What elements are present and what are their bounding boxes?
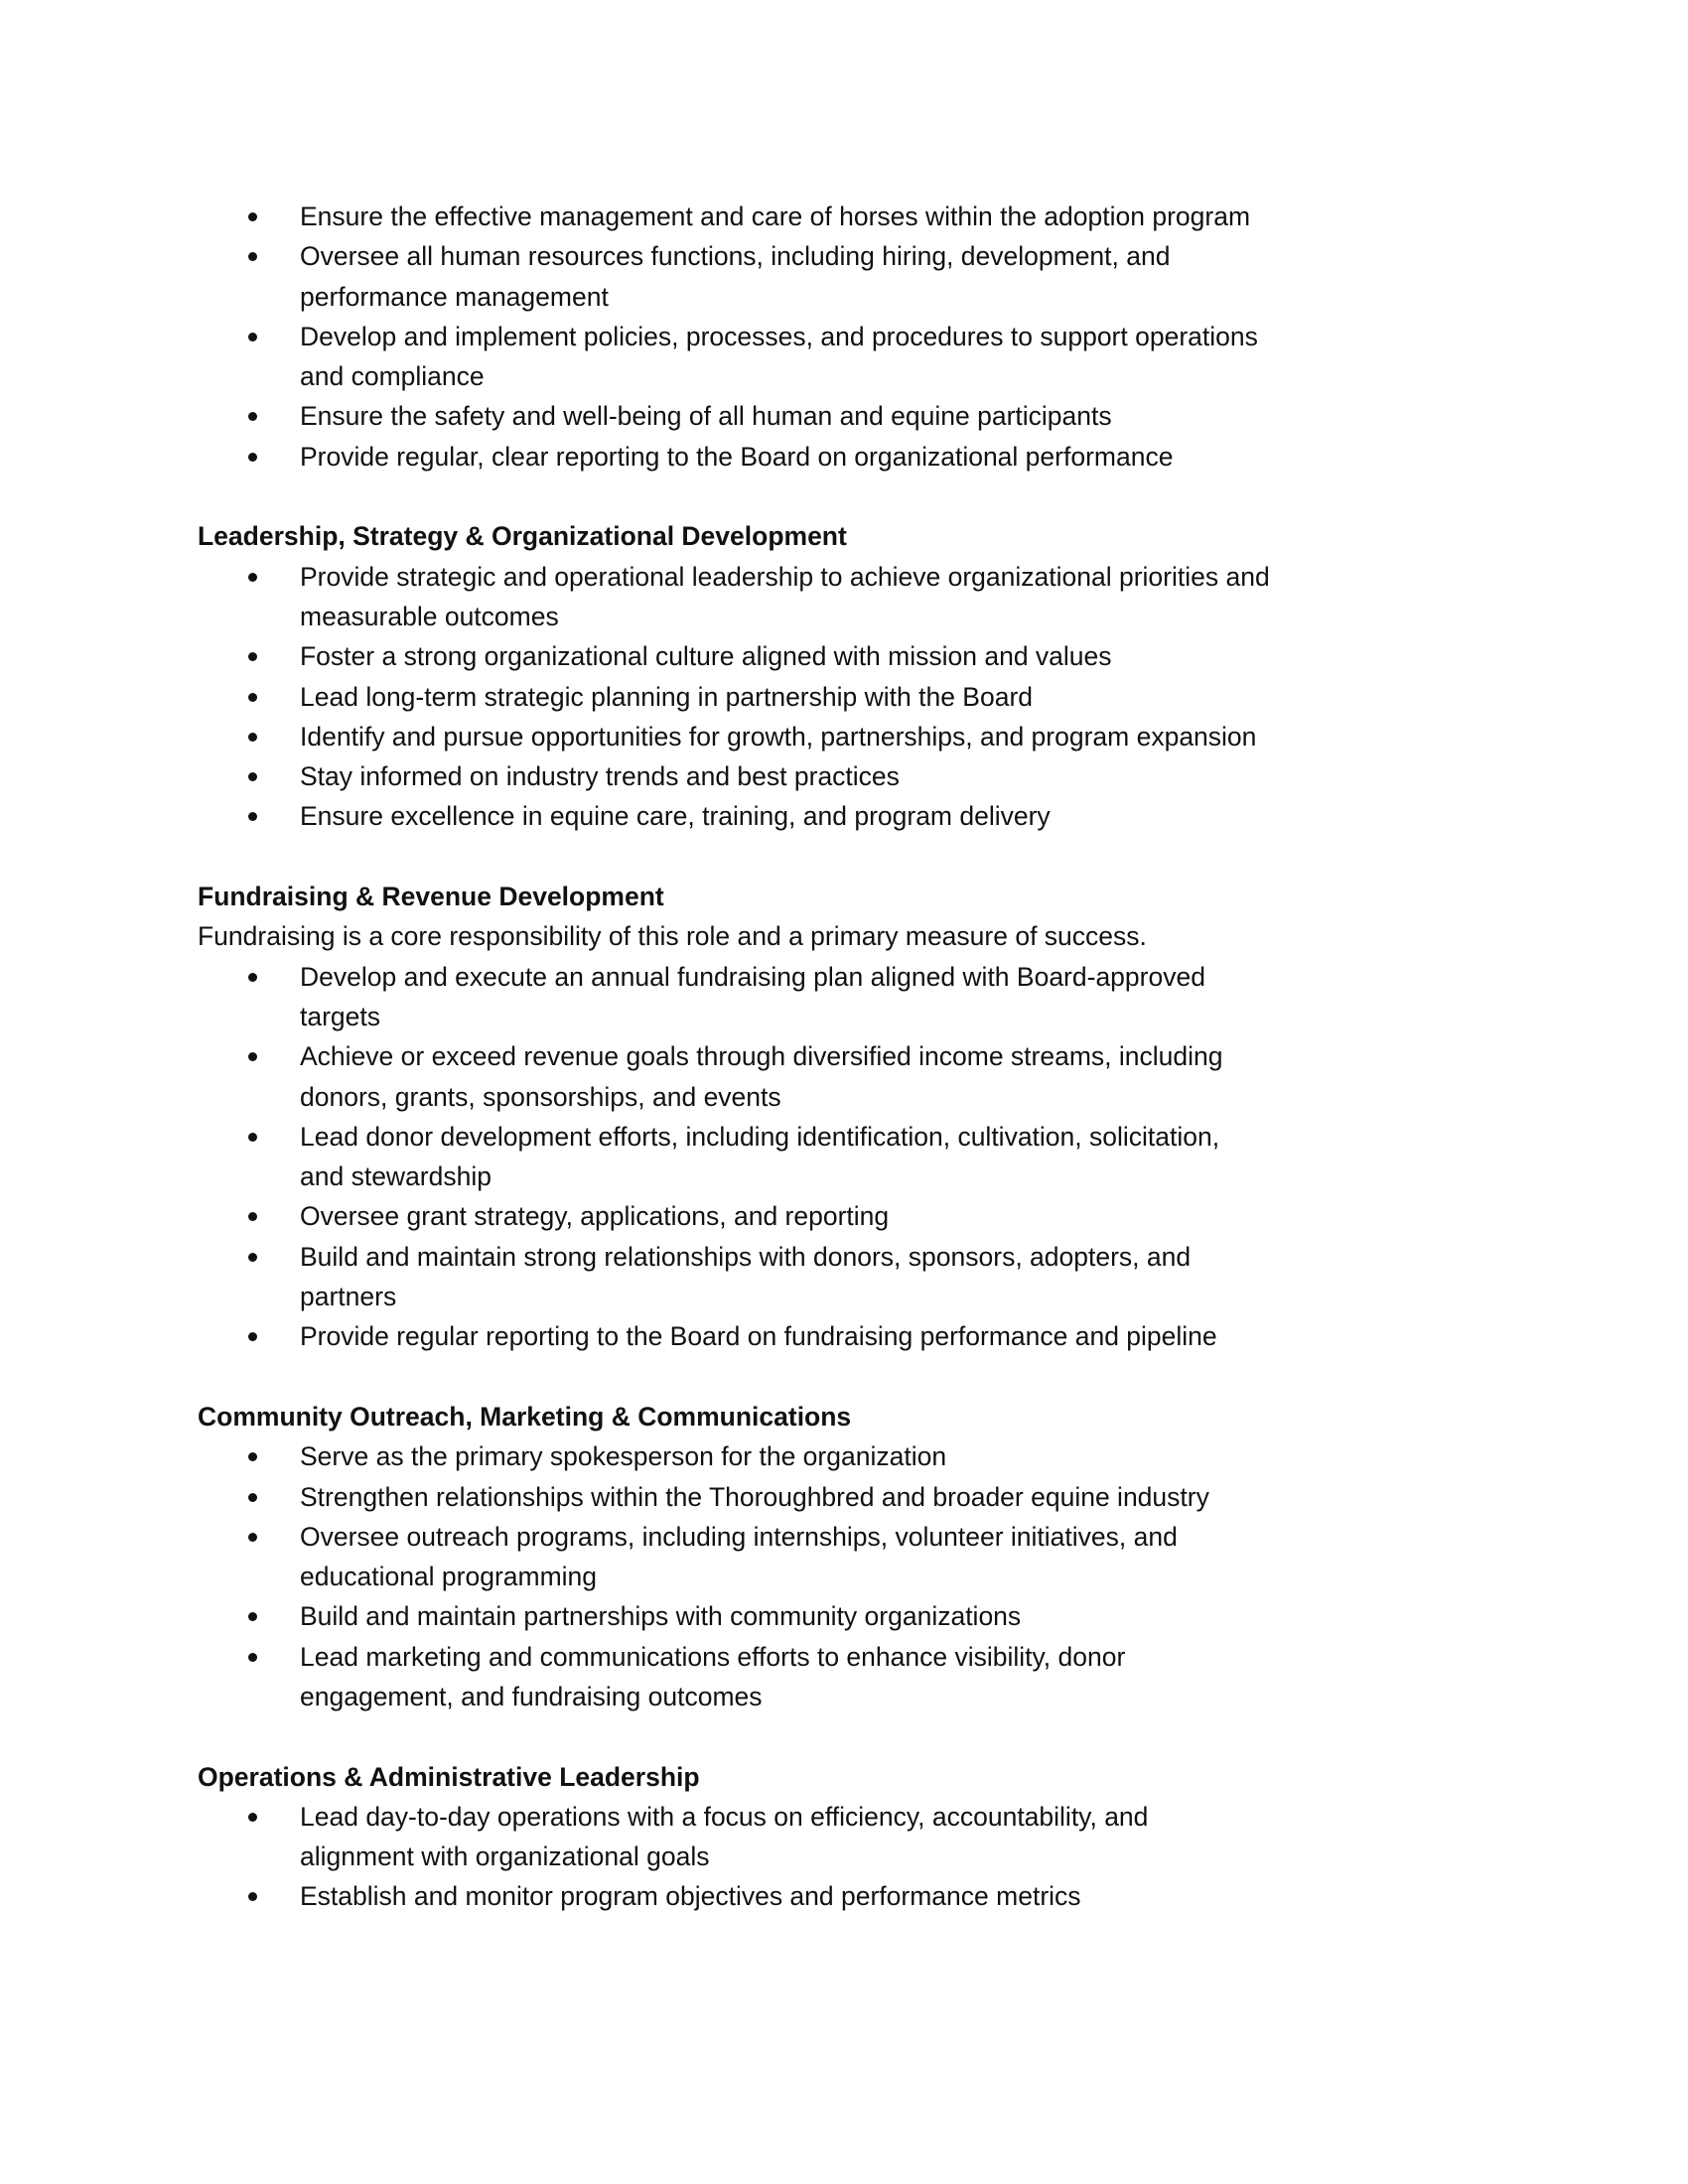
bullet-continuation: measurable outcomes [300, 601, 559, 631]
bullet-continuation: and compliance [300, 361, 485, 392]
bullet-text: Provide regular reporting to the Board on fundraising performance and pipeline [300, 1321, 1217, 1352]
blank-line [198, 1716, 1508, 1756]
bullet-item [198, 1117, 1508, 1157]
blank-line [198, 837, 1508, 877]
bullet-text: Lead long-term strategic planning in partnership with the Board [300, 681, 1034, 712]
bullet-icon [248, 973, 257, 982]
bullet-text: Oversee grant strategy, applications, and reporting [300, 1201, 890, 1232]
bullet-icon [248, 652, 257, 661]
bullet-text: Serve as the primary spokesperson for the organization [300, 1441, 947, 1472]
bullet-text: Lead marketing and communications efforts to enhance visibility, donor [300, 1641, 1126, 1672]
bullet-continuation: targets [300, 1001, 381, 1031]
bullet-text: Identify and pursue opportunities for growth, partnerships, and program expansion [300, 721, 1257, 751]
section-heading: Community Outreach, Marketing & Communications [198, 1401, 852, 1432]
bullet-icon [248, 1452, 257, 1461]
bullet-item [198, 197, 1508, 236]
bullet-continuation: engagement, and fundraising outcomes [300, 1681, 763, 1711]
bullet-text: Build and maintain partnerships with community organizations [300, 1601, 1022, 1632]
bullet-item [198, 396, 1508, 436]
bullet-text: Establish and monitor program objectives and performance metrics [300, 1881, 1081, 1912]
bullet-icon [248, 333, 257, 341]
bullet-continuation: alignment with organizational goals [300, 1842, 710, 1872]
bullet-item [198, 957, 1508, 997]
bullet-text: Ensure excellence in equine care, training, and program delivery [300, 801, 1051, 832]
bullet-item [198, 1517, 1508, 1557]
bullet-icon [248, 573, 257, 582]
bullet-icon [248, 412, 257, 421]
blank-line [198, 1357, 1508, 1397]
bullet-item [198, 1477, 1508, 1517]
bullet-text: Develop and execute an annual fundraising plan aligned with Board-approved [300, 961, 1205, 992]
bullet-text: Achieve or exceed revenue goals through diversified income streams, including [300, 1041, 1223, 1072]
section-heading: Operations & Administrative Leadership [198, 1761, 700, 1792]
bullet-item [198, 1797, 1508, 1837]
bullet-icon [248, 1133, 257, 1142]
bullet-item [198, 1876, 1508, 1916]
bullet-item [198, 1196, 1508, 1236]
bullet-item [198, 1316, 1508, 1356]
bullet-item [198, 677, 1508, 717]
bullet-icon [248, 812, 257, 821]
document-page [198, 197, 1508, 1917]
bullet-item [198, 557, 1508, 597]
bullet-icon [248, 252, 257, 261]
bullet-icon [248, 772, 257, 781]
bullet-icon [248, 693, 257, 702]
bullet-text: Ensure the effective management and care of horses within the adoption program [300, 202, 1251, 231]
bullet-text: Lead day-to-day operations with a focus on efficiency, accountability, and [300, 1801, 1149, 1832]
bullet-item [198, 1237, 1508, 1277]
bullet-text: Lead donor development efforts, including identification, cultivation, solicitation, [300, 1121, 1220, 1152]
bullet-text: Build and maintain strong relationships with donors, sponsors, adopters, and [300, 1241, 1192, 1272]
bullet-icon [248, 1533, 257, 1542]
bullet-text: Oversee all human resources functions, including hiring, development, and [300, 241, 1171, 272]
bullet-text: Develop and implement policies, processes, and procedures to support operations [300, 321, 1258, 351]
blank-line [198, 477, 1508, 516]
bullet-icon [248, 453, 257, 462]
bullet-icon [248, 733, 257, 742]
bullet-icon [248, 1612, 257, 1621]
bullet-text: Provide strategic and operational leadership to achieve organizational priorities and [300, 561, 1270, 592]
bullet-item [198, 636, 1508, 676]
section-heading: Leadership, Strategy & Organizational Development [198, 521, 847, 552]
section-heading: Fundraising & Revenue Development [198, 882, 664, 912]
bullet-continuation: donors, grants, sponsorships, and events [300, 1081, 781, 1112]
bullet-item [198, 1036, 1508, 1076]
bullet-icon [248, 1212, 257, 1221]
bullet-text: Oversee outreach programs, including internships, volunteer initiatives, and [300, 1521, 1178, 1552]
bullet-item [198, 317, 1508, 356]
bullet-continuation: partners [300, 1282, 397, 1312]
bullet-text: Provide regular, clear reporting to the Board on organizational performance [300, 441, 1174, 472]
bullet-text: Ensure the safety and well-being of all human and equine participants [300, 401, 1112, 432]
bullet-item [198, 796, 1508, 836]
bullet-item [198, 756, 1508, 796]
bullet-continuation: and stewardship [300, 1161, 492, 1192]
bullet-item [198, 437, 1508, 477]
bullet-text: Strengthen relationships within the Thoroughbred and broader equine industry [300, 1481, 1209, 1512]
bullet-continuation: educational programming [300, 1562, 598, 1592]
bullet-item [198, 1436, 1508, 1476]
bullet-item [198, 1596, 1508, 1636]
bullet-icon [248, 1253, 257, 1262]
bullet-icon [248, 1493, 257, 1502]
bullet-text: Foster a strong organizational culture aligned with mission and values [300, 641, 1112, 672]
bullet-item [198, 717, 1508, 756]
bullet-icon [248, 1332, 257, 1341]
bullet-text: Stay informed on industry trends and best practices [300, 761, 900, 792]
bullet-item [198, 236, 1508, 276]
bullet-item [198, 1637, 1508, 1677]
bullet-icon [248, 212, 257, 221]
bullet-icon [248, 1052, 257, 1061]
section-intro: Fundraising is a core responsibility of this role and a primary measure of success. [198, 921, 1147, 952]
bullet-icon [248, 1813, 257, 1822]
bullet-icon [248, 1653, 257, 1662]
bullet-continuation: performance management [300, 281, 609, 312]
bullet-icon [248, 1892, 257, 1901]
